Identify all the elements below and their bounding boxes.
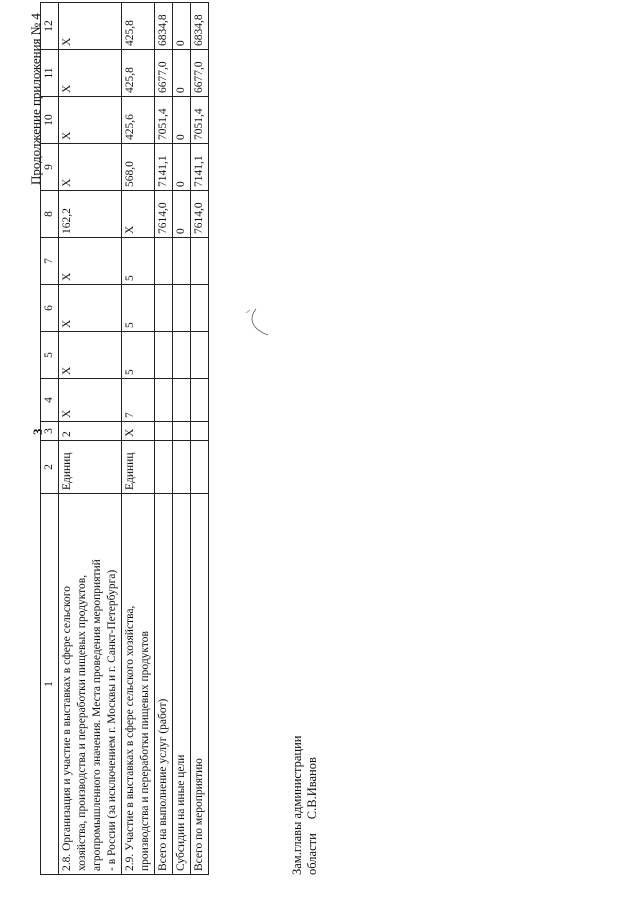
table-cell: 7 [122,379,155,422]
table-cell: X [59,97,122,144]
signature-name: С.В.Иванов [305,757,319,820]
signature-position: Зам.главы администрации [290,735,304,875]
table-cell [173,379,191,422]
table-header-row [41,3,59,875]
table-cell: 0 [173,3,191,50]
table-cell [191,238,209,285]
table-row [191,3,209,875]
table-cell: X [122,191,155,238]
table-cell: 5 [122,332,155,379]
table-cell [173,422,191,441]
table-cell: X [59,3,122,50]
table-cell [155,238,173,285]
column-header: 8 [41,191,59,238]
table-cell: 7141,1 [155,144,173,191]
unit-cell: Единиц [122,441,155,494]
row-name-line: хозяйства, производства и переработки пищевых продуктов, [76,574,88,871]
row-name-cell [122,494,155,875]
table-cell: 6834,8 [191,3,209,50]
table-row [59,3,122,875]
table-cell [155,285,173,332]
table-cell: X [59,379,122,422]
table-cell: 7051,4 [191,97,209,144]
table-cell [191,422,209,441]
table-cell: X [122,422,155,441]
table-cell: 6677,0 [191,50,209,97]
table-cell [191,285,209,332]
table-cell [155,422,173,441]
row-name-cell [59,494,122,875]
row-name-line: Всего по мероприятию [193,758,205,871]
column-header: 2 [41,441,59,494]
row-name-line: 2.9. Участие в выставках в сфере сельского хозяйства, [124,605,136,871]
column-header: 3 [41,422,59,441]
row-name-line: производства и переработки пищевых продуктов [139,631,151,871]
unit-cell [173,441,191,494]
table-cell: 162,2 [59,191,122,238]
table-cell: X [59,238,122,285]
row-name-cell [191,494,209,875]
table-cell: 7051,4 [155,97,173,144]
table-cell: 7141,1 [191,144,209,191]
table-cell [173,332,191,379]
table-row [122,3,155,875]
table-cell [191,379,209,422]
table-cell [173,285,191,332]
table-row [173,3,191,875]
table-cell: 425,8 [122,3,155,50]
signature-block [290,736,320,875]
table-row [155,3,173,875]
column-header: 4 [41,379,59,422]
table-cell: 5 [122,238,155,285]
table-cell: 0 [173,191,191,238]
row-name-line: 2.8. Организация и участие в выставках в сфере сельского [61,586,73,871]
table-cell: 0 [173,97,191,144]
table-cell: X [59,332,122,379]
table-cell: 0 [173,144,191,191]
column-header: 9 [41,144,59,191]
unit-cell: Единиц [59,441,122,494]
table-cell [155,332,173,379]
page-number: 3 [30,428,45,435]
column-header: 5 [41,332,59,379]
table-cell: 7614,0 [155,191,173,238]
column-header: 11 [41,50,59,97]
column-header: 1 [41,494,59,875]
column-header: 10 [41,97,59,144]
signature-region: области [305,833,319,875]
table-cell: 6834,8 [155,3,173,50]
table-cell [173,238,191,285]
table-cell: 5 [122,285,155,332]
row-name-line: - в России (за исключением г. Москвы и г. Санкт-Петербурга) [106,569,118,871]
signature-line [305,736,320,875]
table-cell: 425,8 [122,50,155,97]
continuation-caption: Продолжение приложения № 4 [28,13,43,185]
table-cell: X [59,50,122,97]
row-name-line: агропромышленного значения. Места проведения мероприятий [91,559,103,871]
table-cell: 6677,0 [155,50,173,97]
program-table [40,2,209,875]
table-cell: 2 [59,422,122,441]
unit-cell [155,441,173,494]
row-name-cell [155,494,173,875]
column-header: 6 [41,285,59,332]
table-cell: 425,6 [122,97,155,144]
table-cell [191,332,209,379]
unit-cell [191,441,209,494]
pen-mark-icon [242,307,272,337]
row-name-cell [173,494,191,875]
table-cell: X [59,285,122,332]
row-name-line: Всего на выполнение услуг (работ) [157,698,169,871]
table-cell: 7614,0 [191,191,209,238]
table-cell: 0 [173,50,191,97]
table-cell [155,379,173,422]
table-cell: X [59,144,122,191]
column-header: 7 [41,238,59,285]
row-name-line: Субсидии на иные цели [175,754,187,871]
table-cell: 568,0 [122,144,155,191]
column-header: 12 [41,3,59,50]
